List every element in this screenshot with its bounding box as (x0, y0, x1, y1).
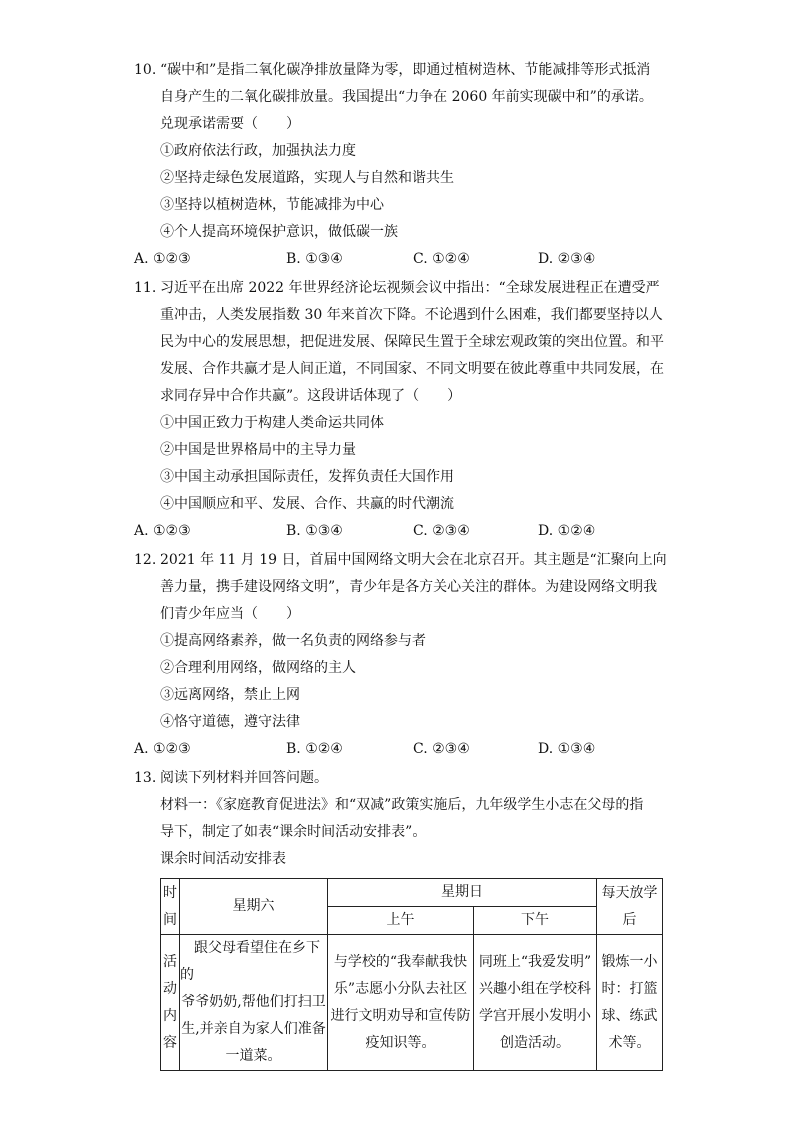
option-d[interactable]: D. ②③④ (538, 251, 596, 267)
row-label-char: 活 (163, 953, 177, 970)
header-afternoon: 下午 (474, 907, 597, 935)
cell-line: 跟父母看望住在乡下的 (180, 940, 320, 983)
header-time-char: 间 (163, 911, 177, 928)
cell-line: 创造活动。 (500, 1034, 570, 1051)
cell-line: 与学校的“我奉献我快 (333, 953, 468, 970)
question-number: 13. (134, 770, 157, 786)
activity-schedule-table (160, 878, 663, 1071)
option-a[interactable]: A. ①②③ (134, 523, 191, 539)
question-text: 求同存异中合作共赢”。这段讲话体现了（ ） (160, 388, 462, 404)
row-label-cell (161, 935, 180, 1071)
material-text: 材料一：《家庭教育促进法》和“双减”政策实施后，九年级学生小志在父母的指 (160, 797, 644, 813)
header-saturday: 星期六 (180, 879, 328, 935)
question-text: 重冲击，人类发展指数 30 年来首次下降。不论遇到什么困难，我们都要坚持以人 (160, 307, 663, 323)
saturday-activity-cell (180, 935, 328, 1071)
statement-item: ④个人提高环境保护意识，做低碳一族 (160, 224, 398, 240)
statement-item: ③远离网络，禁止上网 (160, 687, 300, 703)
table-header-row (161, 879, 663, 907)
cell-line: 锻炼一小 (601, 953, 658, 970)
row-label-char: 内 (163, 1007, 177, 1024)
option-b[interactable]: B. ①②④ (286, 741, 343, 757)
header-daily-line: 后 (622, 911, 637, 928)
question-text: “碳中和”是指二氧化碳净排放量降为零，即通过植树造林、节能减排等形式抵消 (160, 62, 651, 78)
statement-item: ③中国主动承担国际责任，发挥负责任大国作用 (160, 469, 454, 485)
cell-line: 球、练武 (601, 1007, 658, 1024)
cell-line: 爷爷奶奶,帮他们打扫卫 (181, 994, 326, 1010)
option-b[interactable]: B. ①③④ (286, 523, 343, 539)
header-time-char: 时 (163, 884, 177, 901)
cell-line: 兴趣小组在学校科 (479, 980, 591, 997)
table-caption: 课余时间活动安排表 (160, 851, 286, 867)
question-text: 习近平在出席 2022 年世界经济论坛视频会议中指出：“全球发展进程正在遭受严 (160, 280, 660, 296)
question-number: 11. (134, 280, 157, 296)
question-text: 自身产生的二氧化碳排放量。我国提出“力争在 2060 年前实现碳中和”的承诺。 (160, 89, 653, 105)
daily-activity-cell (597, 935, 663, 1071)
statement-item: ①中国正致力于构建人类命运共同体 (160, 415, 384, 431)
cell-line: 术等。 (608, 1034, 651, 1051)
cell-line: 疫知识等。 (365, 1034, 436, 1051)
cell-line: 一道菜。 (225, 1048, 282, 1064)
question-text: 发展、合作共赢才是人间正道，不同国家、不同文明要在彼此尊重中共同发展，在 (160, 361, 664, 377)
header-sunday: 星期日 (328, 879, 597, 907)
statement-item: ②坚持走绿色发展道路，实现人与自然和谐共生 (160, 170, 454, 186)
statement-item: ④恪守道德，遵守法律 (160, 714, 300, 730)
question-text: 阅读下列材料并回答问题。 (160, 770, 328, 786)
option-a[interactable]: A. ①②③ (134, 251, 191, 267)
sunday-afternoon-activity-cell (474, 935, 597, 1071)
option-d[interactable]: D. ①③④ (538, 741, 596, 757)
cell-line: 同班上“我爱发明” (478, 953, 592, 970)
statement-item: ①政府依法行政，加强执法力度 (160, 143, 356, 159)
header-daily-line: 每天放学 (601, 884, 658, 901)
statement-item: ④中国顺应和平、发展、合作、共赢的时代潮流 (160, 496, 454, 512)
material-text: 导下，制定了如表“课余时间活动安排表”。 (160, 824, 427, 840)
cell-line: 乐”志愿小分队去社区 (333, 980, 468, 997)
statement-item: ②合理利用网络，做网络的主人 (160, 660, 356, 676)
statement-item: ③坚持以植树造林，节能减排为中心 (160, 197, 384, 213)
option-b[interactable]: B. ①③④ (286, 251, 343, 267)
option-d[interactable]: D. ①②④ (538, 523, 596, 539)
cell-line: 进行文明劝导和宣传防 (330, 1007, 471, 1024)
option-c[interactable]: C. ②③④ (413, 523, 470, 539)
question-text: 兑现承诺需要（ ） (160, 116, 300, 132)
row-label-char: 容 (163, 1034, 177, 1051)
row-label-char: 动 (163, 980, 177, 997)
cell-line: 生,并亲自为家人们准备 (181, 1021, 326, 1037)
table-row (161, 935, 663, 1071)
option-c[interactable]: C. ①②④ (413, 251, 470, 267)
option-c[interactable]: C. ②③④ (413, 741, 470, 757)
header-morning: 上午 (328, 907, 474, 935)
question-number: 10. (134, 62, 157, 78)
statement-item: ①提高网络素养，做一名负责的网络参与者 (160, 633, 426, 649)
sunday-morning-activity-cell (328, 935, 474, 1071)
cell-line: 学宫开展小发明小 (479, 1007, 591, 1024)
question-text: 们青少年应当（ ） (160, 606, 300, 622)
question-text: 民为中心的发展思想，把促进发展、保障民生置于全球宏观政策的突出位置。和平 (160, 334, 664, 350)
option-a[interactable]: A. ①②③ (134, 741, 191, 757)
question-number: 12. (134, 552, 157, 568)
cell-line: 时：打篮 (601, 980, 658, 997)
question-text: 善力量，携手建设网络文明”，青少年是各方关心关注的群体。为建设网络文明我 (160, 579, 658, 595)
question-text: 2021 年 11 月 19 日，首届中国网络文明大会在北京召开。其主题是“汇聚向上向 (160, 552, 667, 568)
header-time-cell (161, 879, 180, 935)
statement-item: ②中国是世界格局中的主导力量 (160, 442, 356, 458)
header-daily-cell (597, 879, 663, 935)
